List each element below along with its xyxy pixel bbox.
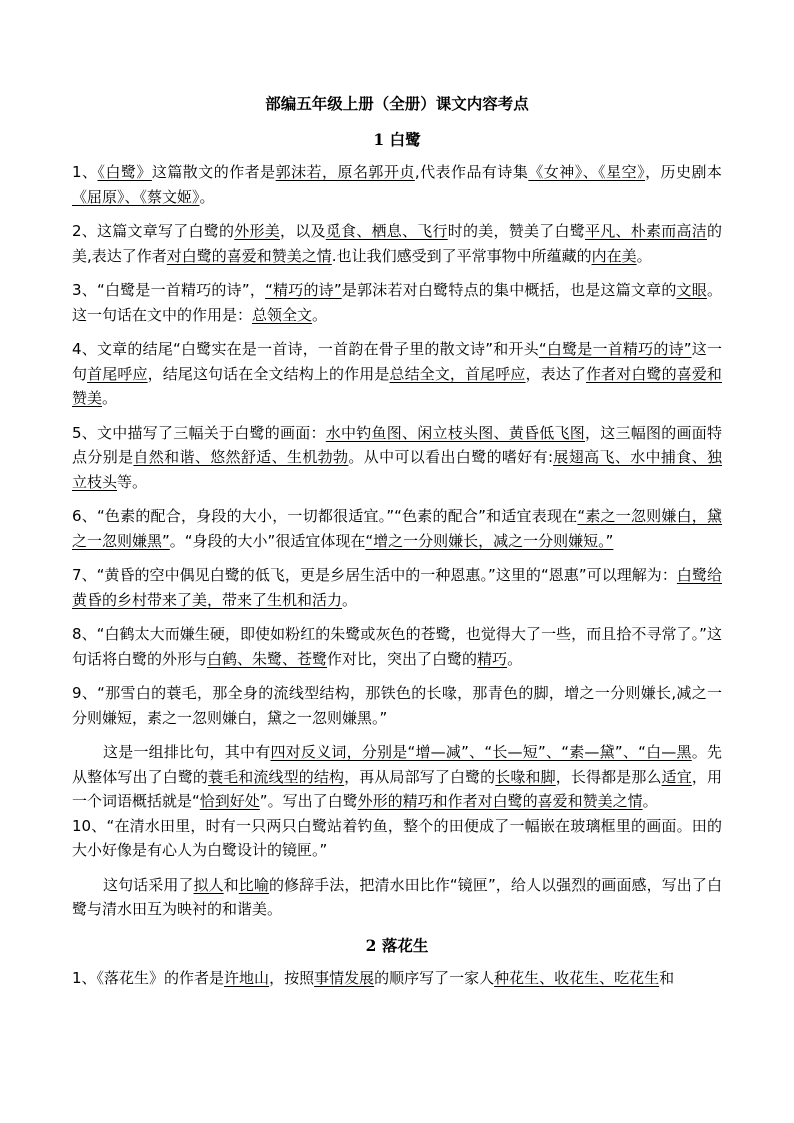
text-run: 。 [199,187,215,206]
text-run: 和 [223,875,239,894]
underlined-key-point: 平凡、朴素而高洁 [584,222,707,240]
underlined-key-point: 总领全文 [252,305,313,324]
underlined-key-point: 适宜 [661,767,692,786]
paragraph-1-10 [72,814,722,863]
underlined-key-point: “增之一分则嫌长，减之一分则嫌短。” [365,531,614,550]
document-page [72,92,722,990]
text-run: 7、“黄昏的空中偶见白鹭的低飞，更是乡居生活中的一种恩惠。”这里的“恩惠”可以理解为： [72,566,677,584]
text-run: ”。写出了白鹭 [259,792,358,810]
underlined-key-point: 对白鹭的喜爱和赞美之情 [166,246,332,265]
paragraph-1-8 [72,622,722,671]
text-run: ,代表作品有诗集 [414,163,529,181]
paragraph-1-3 [72,278,722,327]
text-run: 3、“白鹭是一首精巧的诗”， [72,281,266,299]
paragraph-1-9-analysis [72,740,722,814]
underlined-key-point: 郭沫若，原名郭开贞 [275,163,415,181]
text-run: 。先从整体写出了白鹭的 [72,743,722,786]
text-run: 的美,表达了作者 [72,222,722,265]
underlined-key-point: 《女神》、《星空》 [528,163,646,181]
text-run: 10、“在清水田里，时有一只两只白鹭站着钓鱼，整个的田便成了一幅嵌在玻璃框里的画面。田的大小好像是有心人为白鹭设计的镜匣。” [72,816,722,859]
text-run: ，按照 [269,968,315,987]
underlined-key-point: 四对反义词，分别是“增—减”、“长—短”、“素—黛”、“白—黑 [270,743,692,761]
text-run: ，表达了 [525,364,586,383]
paragraph-1-9 [72,681,722,730]
text-run: 。 [507,649,523,668]
text-run: 作对比，突出了白鹭的 [327,649,478,668]
underlined-key-point: 比喻 [238,875,269,894]
underlined-key-point: 外形美 [234,222,281,240]
section-heading-1: 1 白鹭 [373,130,421,149]
text-run: .也让我们感受到了平常事物中所蕴藏的 [331,246,592,265]
paragraph-1-7 [72,563,722,612]
paragraph-1-4 [72,337,722,411]
text-run: 是郭沫若对白鹭特点的集中概括，也是这篇文章的 [341,281,677,299]
text-run: ，结尾这句话在全文结构上的作用是 [147,364,390,383]
text-run: ，以及 [280,222,326,240]
underlined-key-point: 《白鹭》 [97,163,152,181]
text-run: 这篇散文的作者是 [151,163,276,181]
text-run: ，长得都是那么 [555,767,662,786]
text-run: 9、“那雪白的蓑毛，那全身的流线型结构，那铁色的长喙，那青色的脚，增之一分则嫌长,减之一分则嫌短，素之一忽则嫌白，黛之一忽则嫌黑。” [72,684,722,727]
text-run: 8、“白鹤太大而嫌生硬，即使如粉红的朱鹭或灰色的苍鹭，也觉得大了一些，而且拾不寻常了。”这句话将白鹭的外形与 [72,625,722,668]
text-run: 5、文中描写了三幅关于白鹭的画面： [72,423,326,442]
paragraph-1-2 [72,219,722,268]
underlined-key-point: 自然和谐、悠然舒适、生机勃勃 [133,448,349,466]
underlined-key-point: 白鹭给黄昏的乡村带来了美，带来了生机和活力 [72,566,722,609]
text-run: 这一句 [72,340,722,383]
underlined-key-point: 事情发展 [314,968,375,987]
paragraph-1-1 [72,160,722,209]
text-run: 。 [342,590,358,609]
underlined-key-point: 觅食、栖息、飞行 [325,222,448,240]
paragraph-2-1 [72,966,722,991]
underlined-key-point: 精巧 [477,649,508,668]
text-run: 6、“色素的配合，身段的大小，一切都很适宜。”“色素的配合”和适宜表现在 [72,507,578,525]
document-title: 部编五年级上册（全册）课文内容考点 [265,94,529,113]
underlined-key-point: 首尾呼应 [87,364,148,383]
text-run: 。“身段的大小”很适宜体现在 [169,531,366,550]
text-run: ，用一个词语概括就是“ [72,767,722,810]
text-run: 。从中可以看出白鹭的嗜好有: [348,448,554,466]
text-run: 的修辞手法，把清水田比作“镜匣”，给人以强烈的画面感，写出了白鹭与清水田互为映衬的和谐美。 [72,875,722,918]
underlined-key-point: 总结全文，首尾呼应 [389,364,526,383]
text-run: 4、文章的结尾“白鹭实在是一首诗，一首韵在骨子里的散文诗”和开头 [72,340,539,358]
section-heading-2: 2 落花生 [365,935,429,955]
underlined-key-point: 蓑毛和流线型的结构 [208,767,345,786]
underlined-key-point: 种花生、收花生、吃花生 [494,968,660,987]
underlined-key-point: 恰到好处 [199,792,260,810]
underlined-key-point: 拟人 [193,875,224,894]
underlined-key-point: 长喙和脚 [495,767,556,786]
underlined-key-point: “白鹭是一首精巧的诗” [538,340,692,358]
text-run: 等。 [117,472,148,491]
paragraph-1-6 [72,504,722,553]
underlined-key-point: “素之一忽则嫌白，黛之一忽则嫌黑” [72,507,722,550]
underlined-key-point: 水中钓鱼图、闲立枝头图、黄昏低飞图 [325,423,585,442]
underlined-key-point: 白鹤、朱鹭、苍鹭 [207,649,328,668]
underlined-key-point: 外形的精巧和作者对白鹭的喜爱和赞美之情 [357,792,643,810]
underlined-key-point: 许地山 [224,968,270,987]
text-run: 。 [312,305,328,324]
text-run: 2、这篇文章写了白鹭的 [72,222,235,240]
text-run: 时的美，赞美了白鹭 [447,222,585,240]
paragraph-1-5 [72,421,722,495]
text-run: 。 [102,389,118,407]
text-run: 的顺序写了一家人 [374,968,495,987]
text-run: 和 [659,968,675,987]
text-run: ，再从局部写了白鹭的 [344,767,496,786]
text-run: 。 [636,246,652,265]
underlined-key-point: “精巧的诗” [265,281,342,299]
paragraph-1-10-analysis [72,873,722,922]
text-run: 1、 [72,163,98,181]
underlined-key-point: 《屈原》、《蔡文姬》 [72,187,200,206]
text-run: ，这三幅图的画面特点分别是 [72,423,722,466]
text-run: 。这一句话在文中的作用是： [72,281,722,324]
underlined-key-point: 文眼 [676,281,707,299]
text-run: 。 [642,792,658,810]
underlined-key-point: 作者对白鹭的喜爱和赞美 [72,364,722,407]
text-run: ，历史剧本 [645,163,722,181]
text-run: 1、《落花生》的作者是 [72,968,225,987]
underlined-key-point: 内在美 [591,246,637,265]
underlined-key-point: 展翅高飞、水中捕食、独立枝头 [72,448,722,491]
text-run: 这是一组排比句，其中有 [103,743,271,761]
text-run: 这句话采用了 [103,875,194,894]
